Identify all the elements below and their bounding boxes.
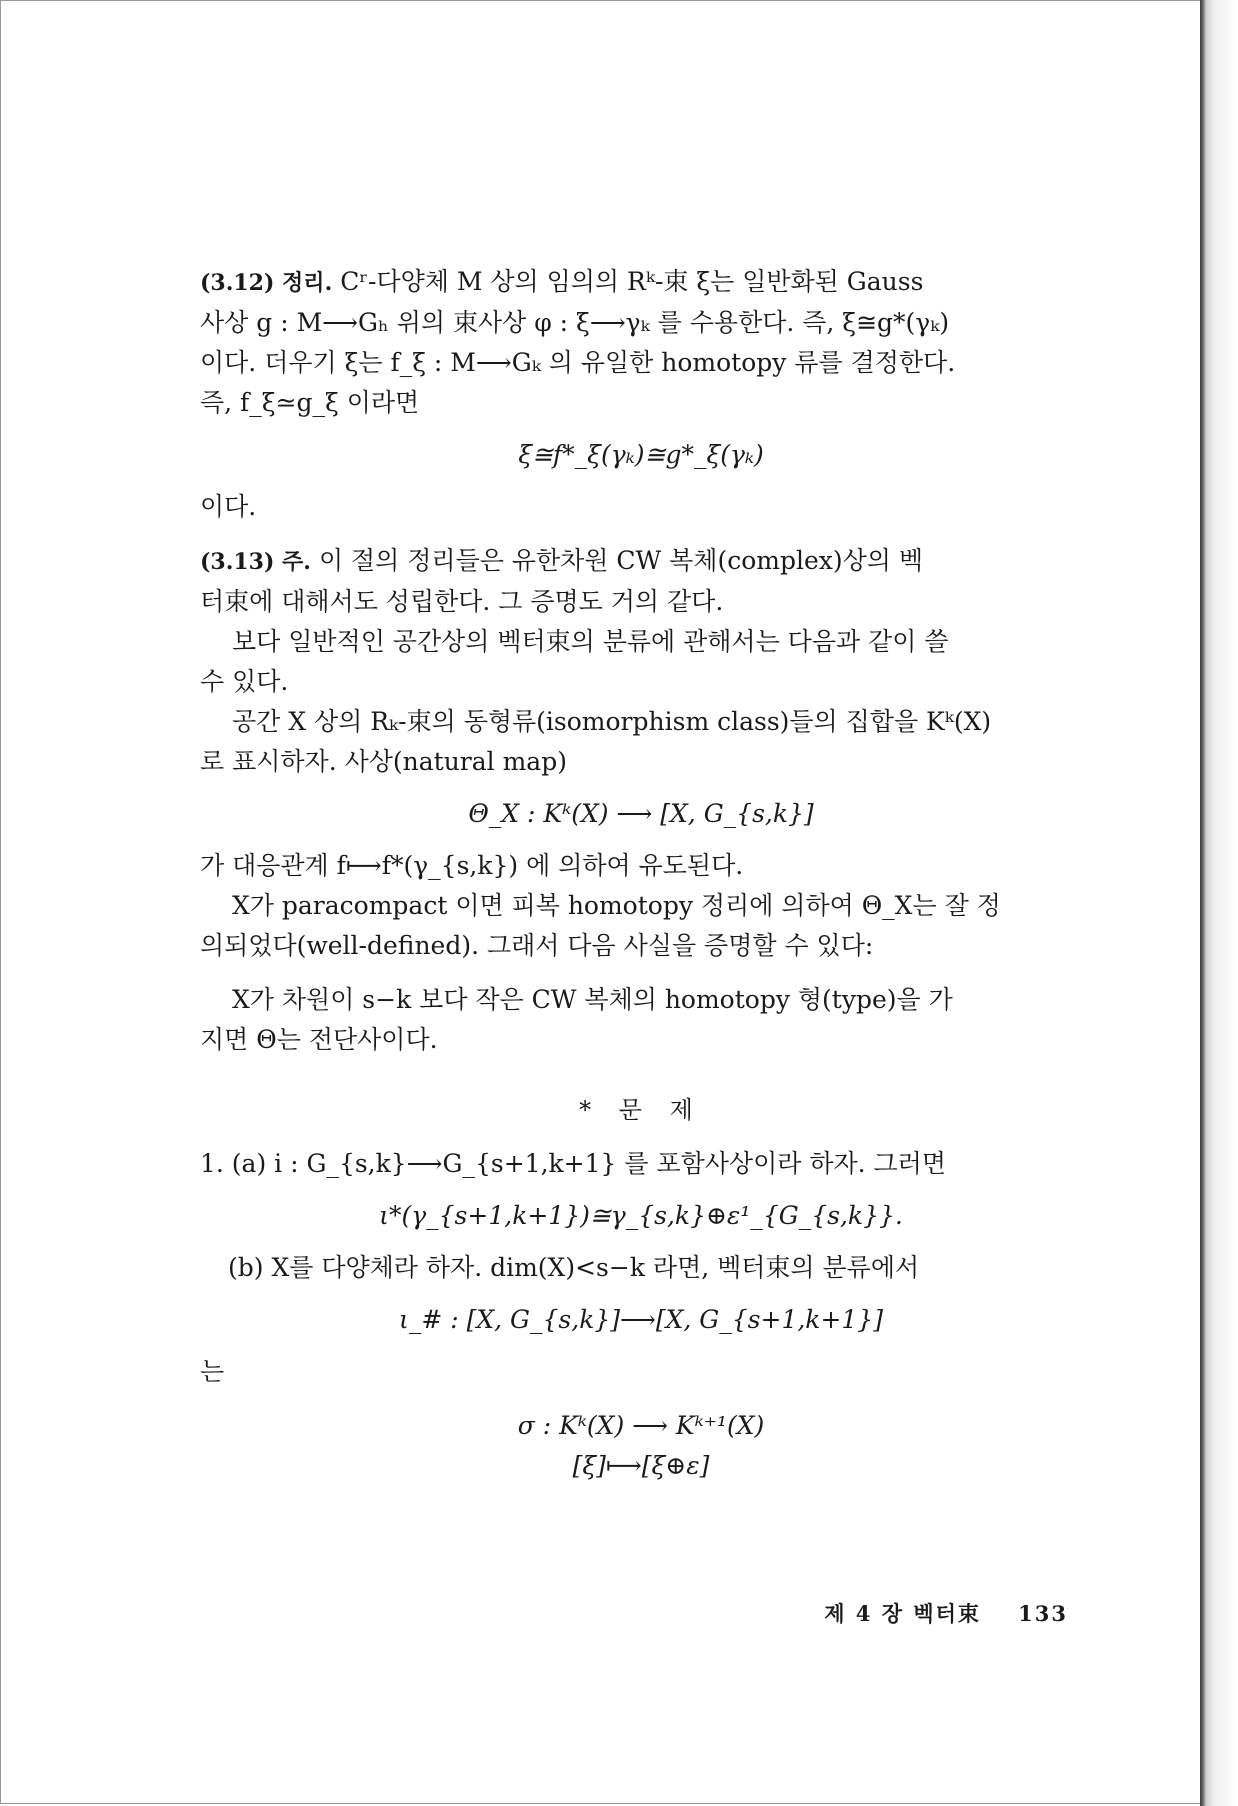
remark-para5-line2: 의되었다(well-defined). 그래서 다음 사실을 증명할 수 있다:: [200, 931, 874, 960]
remark-para2-line2: 수 있다.: [200, 667, 289, 696]
remark-para2-line1: 보다 일반적인 공간상의 벡터束의 분류에 관해서는 다음과 같이 쓸: [232, 627, 949, 656]
footer-page-number: 133: [1018, 1601, 1068, 1626]
problem-1b-after: 는: [200, 1357, 225, 1386]
remark-label: (3.13) 주.: [200, 549, 311, 575]
remark-para5-line1: X가 paracompact 이면 피복 homotopy 정리에 의하여 Θ_X는 잘 정: [232, 891, 1001, 920]
theorem-text-line4: 즉, f_ξ≃g_ξ 이라면: [200, 388, 420, 417]
page-edge-shadow: [1200, 0, 1238, 1806]
page-footer: [824, 1598, 1068, 1628]
remark-para4: 가 대응관계 f⟼f*(γ_{s,k}) 에 의하여 유도된다.: [200, 851, 744, 880]
problem-1b: (b) X를 다양체라 하자. dim(X)<s−k 라면, 벡터束의 분류에서: [228, 1253, 920, 1282]
theorem-3-12-line1: [200, 262, 1082, 303]
remark-para6-line1: X가 차원이 s−k 보다 작은 CW 복체의 homotopy 형(type)을 가: [232, 985, 953, 1014]
problem-1b-equation: ι_# : [X, G_{s,k}]⟶[X, G_{s+1,k+1}]: [399, 1305, 883, 1334]
footer-chapter: 제 4 장 벡터束: [824, 1601, 981, 1626]
problem-1a: 1. (a) i : G_{s,k}⟶G_{s+1,k+1} 를 포함사상이라 하자. 그러면: [200, 1149, 946, 1178]
remark-equation: Θ_X : Kᵏ(X) ⟶ [X, G_{s,k}]: [468, 799, 814, 828]
theorem-text-line2: 사상 g : M⟶Gₕ 위의 束사상 φ : ξ⟶γₖ 를 수용한다. 즉, ξ≅g*(γₖ): [200, 308, 950, 337]
theorem-end: 이다.: [200, 492, 257, 521]
problem-1a-equation: ι*(γ_{s+1,k+1})≅γ_{s,k}⊕ε¹_{G_{s,k}}.: [379, 1201, 903, 1230]
remark-para3-line1: 공간 X 상의 Rₖ-束의 동형류(isomorphism class)들의 집합을 Kᵏ(X): [232, 707, 992, 736]
problems-title: * 문 제: [579, 1096, 703, 1124]
theorem-label: (3.12) 정리.: [200, 270, 333, 296]
sigma-equation-2: [ξ]⟼[ξ⊕ε]: [572, 1451, 710, 1480]
remark-para3-line2: 로 표시하자. 사상(natural map): [200, 747, 567, 776]
page-body: [200, 262, 1082, 1486]
remark-para6-line2: 지면 Θ는 전단사이다.: [200, 1025, 438, 1054]
remark-3-13-line1: [200, 541, 1082, 582]
theorem-text-line1: Cʳ-다양체 M 상의 임의의 Rᵏ-束 ξ는 일반화된 Gauss: [340, 267, 924, 296]
remark-text-line2: 터束에 대해서도 성립한다. 그 증명도 거의 같다.: [200, 587, 724, 616]
theorem-equation: ξ≅f*_ξ(γₖ)≅g*_ξ(γₖ): [518, 440, 764, 469]
theorem-text-line3: 이다. 더우기 ξ는 f_ξ : M⟶Gₖ 의 유일한 homotopy 류를 결정한다.: [200, 348, 956, 377]
remark-text-line1: 이 절의 정리들은 유한차원 CW 복체(complex)상의 벡: [318, 546, 924, 575]
sigma-equation-1: σ : Kᵏ(X) ⟶ Kᵏ⁺¹(X): [517, 1411, 765, 1440]
